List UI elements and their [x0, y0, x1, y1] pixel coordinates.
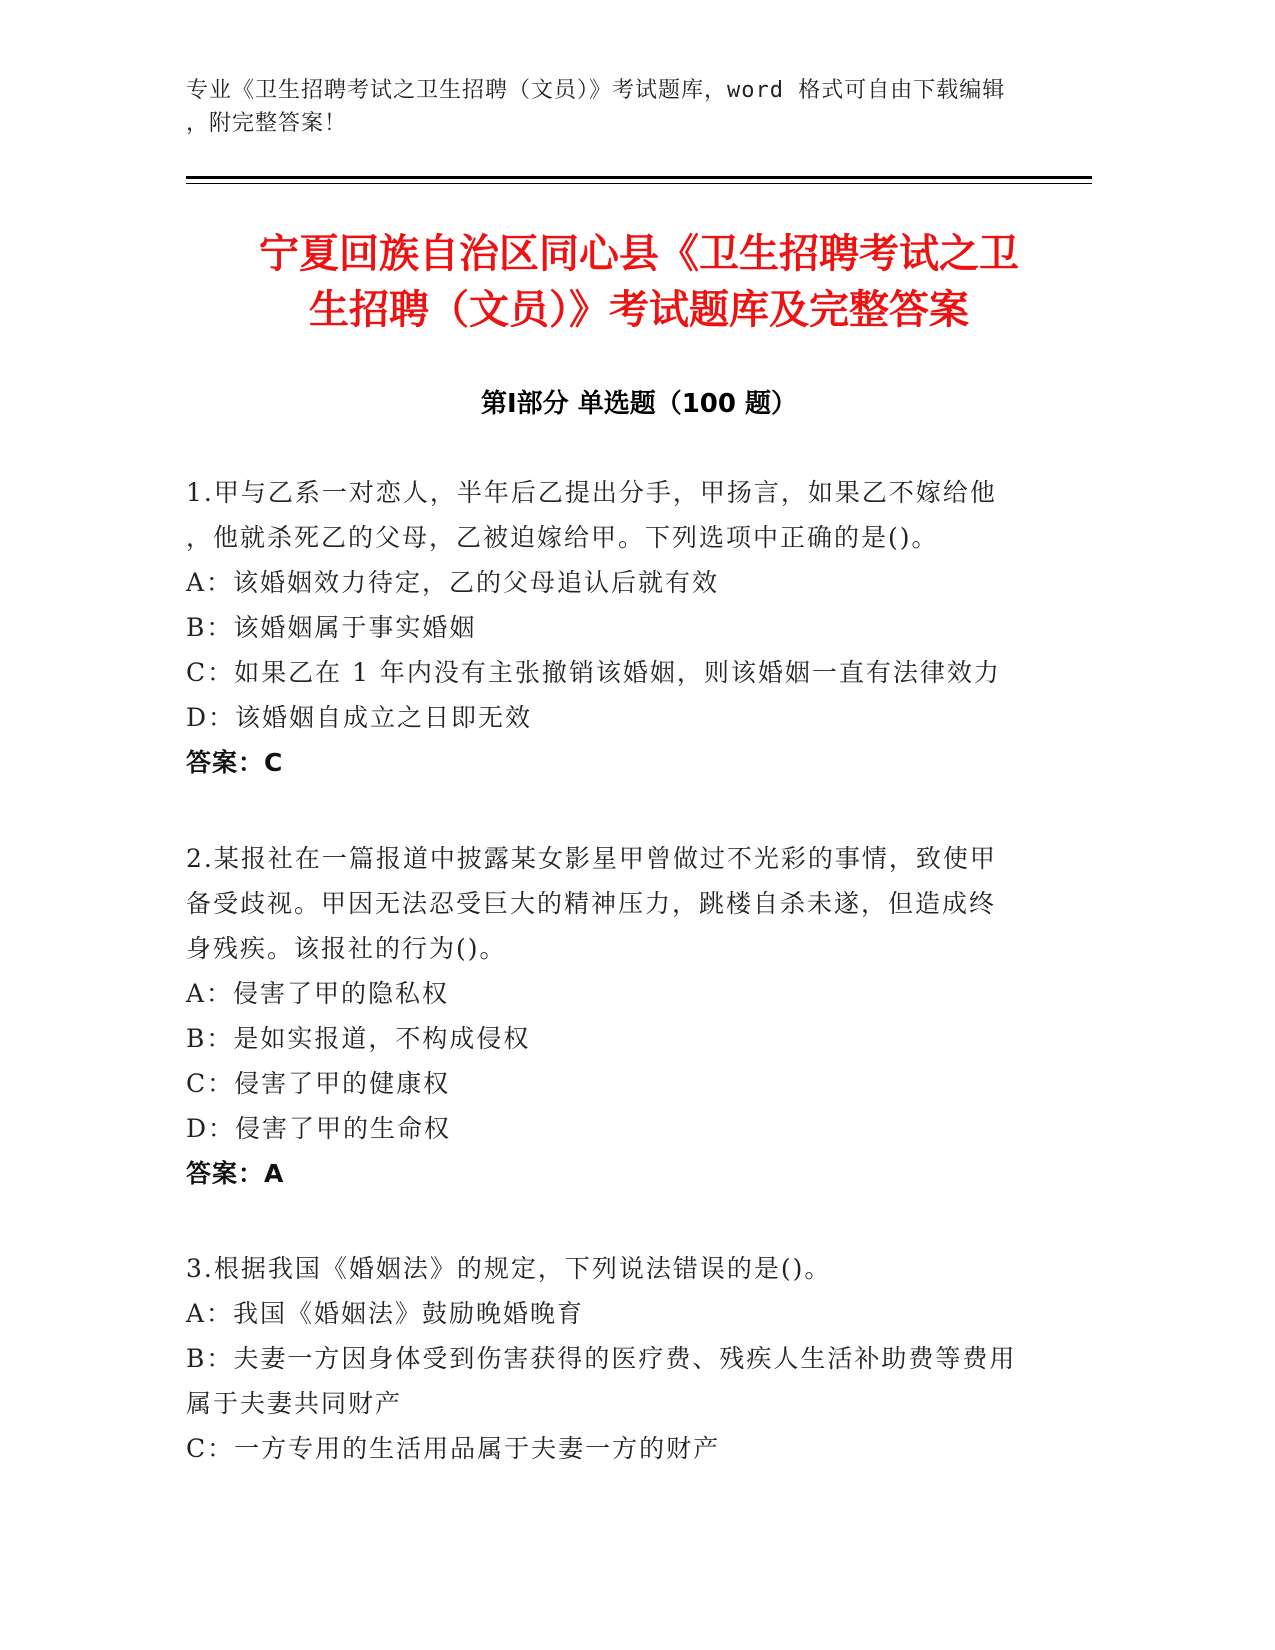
document-title [186, 226, 1092, 338]
option-b: B：夫妻一方因身体受到伤害获得的医疗费、残疾人生活补助费等费用 [186, 1344, 1017, 1373]
document-title-line-1: 宁夏回族自治区同心县《卫生招聘考试之卫 [259, 231, 1019, 277]
question-stem-line: 2.某报社在一篇报道中披露某女影星甲曾做过不光彩的事情，致使甲 [186, 844, 997, 873]
question-stem-line: 备受歧视。甲因无法忍受巨大的精神压力，跳楼自杀未遂，但造成终 [186, 889, 997, 918]
option-d: D：该婚姻自成立之日即无效 [186, 703, 533, 732]
question-stem-line: ，他就杀死乙的父母，乙被迫嫁给甲。下列选项中正确的是()。 [186, 523, 939, 552]
header-note-line-1: 专业《卫生招聘考试之卫生招聘（文员）》考试题库，word 格式可自由下载编辑 [186, 78, 1006, 103]
document-title-line-2: 生招聘（文员）》考试题库及完整答案 [309, 287, 969, 333]
header-note [186, 74, 1076, 140]
option-b-continued: 属于夫妻共同财产 [186, 1389, 403, 1418]
section-heading: 第Ⅰ部分 单选题（100 题） [480, 389, 798, 419]
header-rule-thick [186, 176, 1092, 179]
header-note-line-2: ，附完整答案！ [186, 111, 348, 136]
answer-label: 答案：A [186, 1159, 285, 1188]
option-c: C：如果乙在 1 年内没有主张撤销该婚姻，则该婚姻一直有法律效力 [186, 658, 1001, 687]
question-stem-line: 身残疾。该报社的行为()。 [186, 934, 507, 963]
option-d: D：侵害了甲的生命权 [186, 1114, 452, 1143]
question-stem-line: 1.甲与乙系一对恋人，半年后乙提出分手，甲扬言，如果乙不嫁给他 [186, 478, 997, 507]
question-1 [186, 470, 1092, 785]
answer-label: 答案：C [186, 748, 284, 777]
question-stem-line: 3.根据我国《婚姻法》的规定，下列说法错误的是()。 [186, 1254, 832, 1283]
header-rule-thin [186, 183, 1092, 184]
option-b: B：该婚姻属于事实婚姻 [186, 613, 477, 642]
option-c: C：一方专用的生活用品属于夫妻一方的财产 [186, 1434, 721, 1463]
question-3 [186, 1246, 1092, 1471]
option-a: A：该婚姻效力待定，乙的父母追认后就有效 [186, 568, 720, 597]
question-2 [186, 836, 1092, 1196]
option-a: A：侵害了甲的隐私权 [186, 979, 450, 1008]
option-a: A：我国《婚姻法》鼓励晚婚晚育 [186, 1299, 585, 1328]
option-b: B：是如实报道，不构成侵权 [186, 1024, 531, 1053]
option-c: C：侵害了甲的健康权 [186, 1069, 451, 1098]
